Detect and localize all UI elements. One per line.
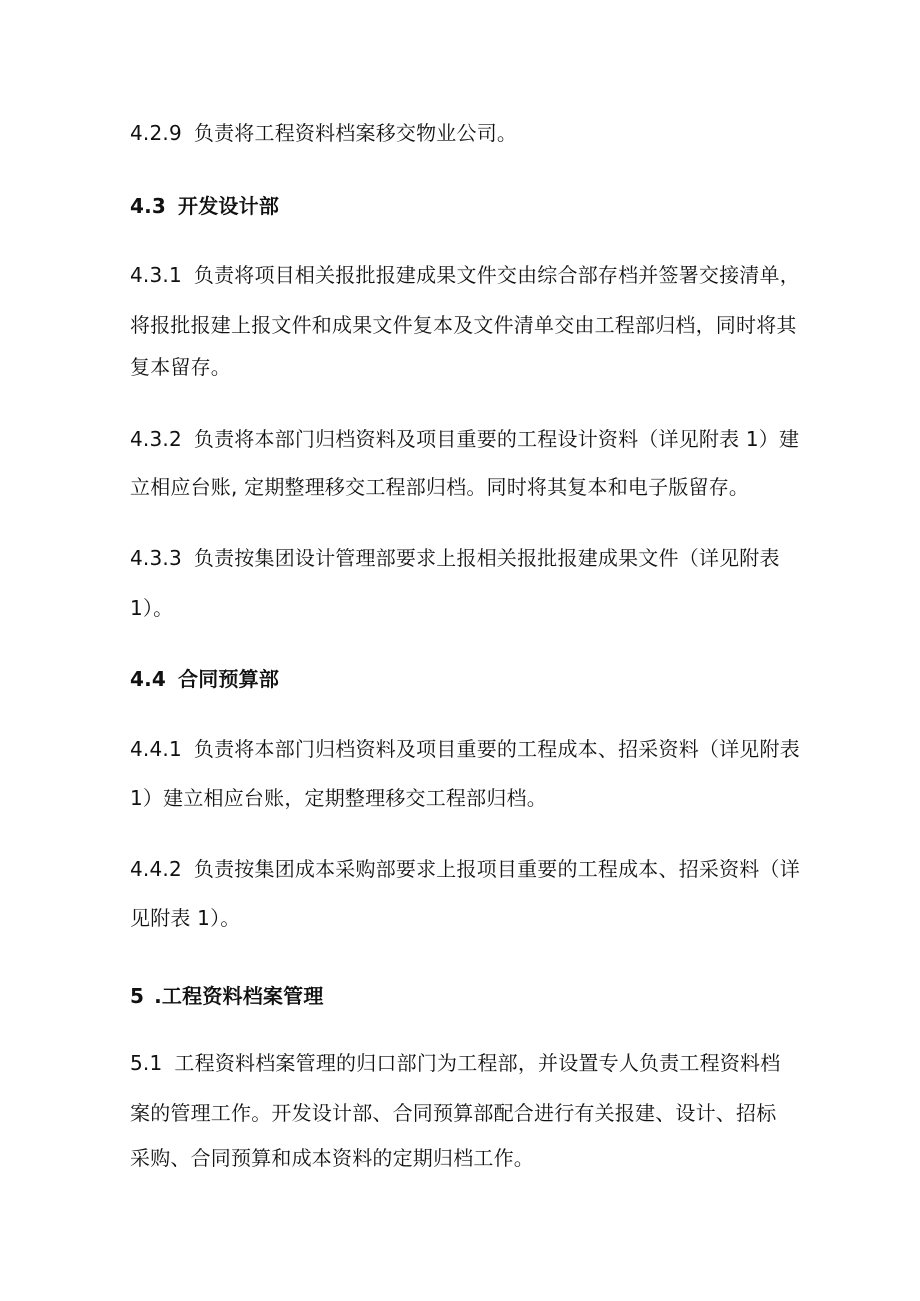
clause-text: 1）。: [130, 596, 174, 620]
clause-4-3-1: [130, 263, 810, 287]
clause-text: 负责将工程资料档案移交物业公司。: [193, 121, 518, 145]
clause-text: 立相应台账, 定期整理移交工程部归档。同时将其复本和电子版留存。: [130, 475, 750, 499]
section-heading-5: [130, 984, 810, 1008]
clause-text: 采购、合同预算和成本资料的定期归档工作。: [130, 1146, 534, 1170]
clause-number: 4.4.2: [130, 857, 182, 881]
clause-4-3-2: [130, 427, 810, 451]
clause-5-1: [130, 1051, 810, 1075]
clause-text-continued: [130, 1101, 810, 1125]
clause-number: 4.3.3: [130, 546, 182, 570]
clause-4-3-3: [130, 546, 810, 570]
clause-number: 4.3.1: [130, 263, 182, 287]
clause-text: 负责按集团设计管理部要求上报相关报批报建成果文件（详见附表: [193, 546, 780, 570]
clause-text-continued: [130, 786, 810, 810]
clause-text: 负责将本部门归档资料及项目重要的工程设计资料（详见附表 1）建: [193, 427, 800, 451]
clause-text: 1）建立相应台账，定期整理移交工程部归档。: [130, 786, 547, 810]
section-number: 4.4: [130, 667, 167, 691]
clause-number: 4.2.9: [130, 121, 182, 145]
section-number: 4.3: [130, 194, 167, 218]
section-title: 开发设计部: [178, 194, 280, 218]
clause-number: 4.3.2: [130, 427, 182, 451]
section-number: 5: [130, 984, 145, 1008]
clause-4-2-9: [130, 121, 810, 145]
clause-text-continued: [130, 596, 810, 620]
clause-text: 见附表 1）。: [130, 906, 241, 930]
clause-text: 负责将本部门归档资料及项目重要的工程成本、招采资料（详见附表: [193, 737, 800, 761]
clause-text-continued: [130, 906, 810, 930]
clause-4-4-1: [130, 737, 810, 761]
section-heading-4-3: [130, 194, 810, 218]
clause-text-continued: [130, 355, 810, 379]
clause-text-continued: [130, 313, 810, 337]
clause-text: 负责将项目相关报批报建成果文件交由综合部存档并签署交接清单，: [193, 263, 800, 287]
clause-text: 复本留存。: [130, 355, 231, 379]
section-title: 合同预算部: [178, 667, 280, 691]
clause-text: 案的管理工作。开发设计部、合同预算部配合进行有关报建、设计、招标: [130, 1101, 777, 1125]
clause-text-continued: [130, 1146, 810, 1170]
clause-number: 4.4.1: [130, 737, 182, 761]
section-title: .工程资料档案管理: [154, 984, 324, 1008]
section-heading-4-4: [130, 667, 810, 691]
clause-text-continued: [130, 475, 810, 499]
clause-text: 将报批报建上报文件和成果文件复本及文件清单交由工程部归档，同时将其: [130, 313, 797, 337]
clause-4-4-2: [130, 857, 810, 881]
clause-number: 5.1: [130, 1051, 163, 1075]
clause-text: 工程资料档案管理的归口部门为工程部，并设置专人负责工程资料档: [174, 1051, 781, 1075]
clause-text: 负责按集团成本采购部要求上报项目重要的工程成本、招采资料（详: [193, 857, 800, 881]
